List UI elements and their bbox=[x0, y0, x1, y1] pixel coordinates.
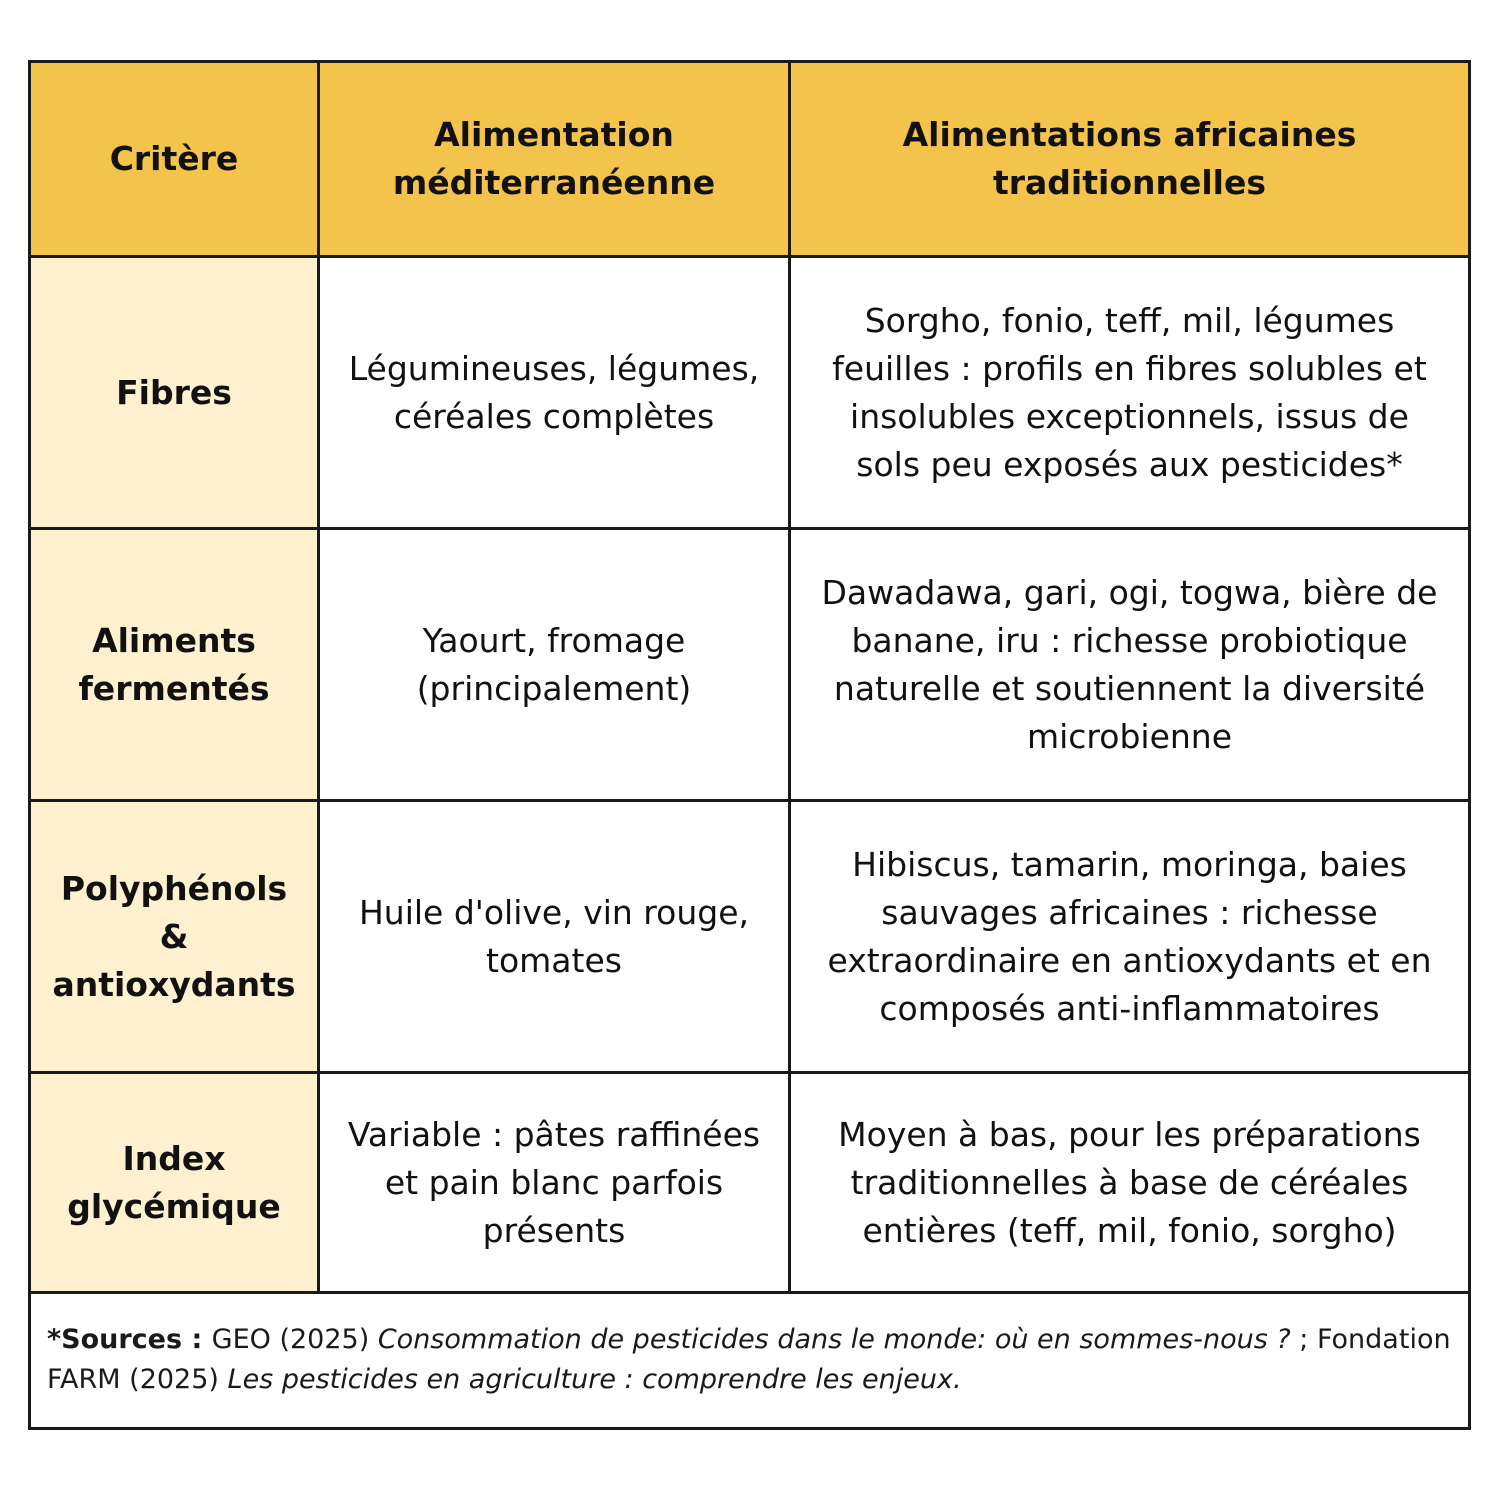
source-separator: ; bbox=[1299, 1324, 1317, 1355]
row-glycemic-criterion bbox=[31, 1074, 320, 1294]
sources-label: *Sources : bbox=[47, 1324, 212, 1355]
mediterranean-text: Huile d'olive, vin rouge, tomates bbox=[358, 892, 749, 980]
row-polyphenols-mediterranean bbox=[320, 802, 791, 1074]
header-criterion-label: Critère bbox=[109, 139, 239, 178]
header-mediterranean bbox=[320, 63, 791, 258]
header-criterion bbox=[31, 63, 320, 258]
comparison-table bbox=[28, 60, 1471, 1430]
table-grid bbox=[31, 63, 1468, 1294]
source1-title: Consommation de pesticides dans le monde: où en sommes-nous ? bbox=[377, 1324, 1300, 1355]
header-african bbox=[791, 63, 1468, 258]
criterion-label: Polyphénols & antioxydants bbox=[52, 868, 296, 1004]
african-text: Dawadawa, gari, ogi, togwa, bière de banane, iru : richesse probiotique naturelle et soutiennent la diversité microbienne bbox=[821, 572, 1438, 756]
row-fermented-african bbox=[791, 530, 1468, 802]
criterion-label: Aliments fermentés bbox=[78, 620, 270, 708]
header-african-label: Alimentations africaines traditionnelles bbox=[902, 115, 1357, 202]
source1-org: GEO (2025) bbox=[211, 1324, 378, 1355]
row-glycemic-african bbox=[791, 1074, 1468, 1294]
row-fibres-criterion bbox=[31, 258, 320, 530]
row-fibres-mediterranean bbox=[320, 258, 791, 530]
mediterranean-text: Yaourt, fromage (principalement) bbox=[416, 620, 692, 708]
row-polyphenols-criterion bbox=[31, 802, 320, 1074]
source2-org: Fondation FARM (2025) bbox=[47, 1324, 1451, 1395]
header-mediterranean-label: Alimentation méditerranéenne bbox=[392, 115, 716, 202]
row-fermented-mediterranean bbox=[320, 530, 791, 802]
african-text: Sorgho, fonio, teff, mil, légumes feuilles : profils en fibres solubles et insolubles exceptionnels, issus de sols peu exposés aux pesticides* bbox=[832, 300, 1427, 484]
row-glycemic-mediterranean bbox=[320, 1074, 791, 1294]
criterion-label: Index glycémique bbox=[67, 1138, 281, 1226]
row-polyphenols-african bbox=[791, 802, 1468, 1074]
mediterranean-text: Variable : pâtes raffinées et pain blanc parfois présents bbox=[347, 1114, 761, 1250]
row-fermented-criterion bbox=[31, 530, 320, 802]
mediterranean-text: Légumineuses, légumes, céréales complètes bbox=[348, 348, 760, 436]
african-text: Hibiscus, tamarin, moringa, baies sauvages africaines : richesse extraordinaire en antioxydants et en composés anti-inflammatoires bbox=[827, 844, 1432, 1028]
sources-footer bbox=[31, 1294, 1468, 1400]
source2-title: Les pesticides en agriculture : comprendre les enjeux. bbox=[227, 1364, 962, 1395]
criterion-label: Fibres bbox=[116, 372, 232, 412]
row-fibres-african bbox=[791, 258, 1468, 530]
african-text: Moyen à bas, pour les préparations traditionnelles à base de céréales entières (teff, mil, fonio, sorgho) bbox=[838, 1114, 1421, 1250]
